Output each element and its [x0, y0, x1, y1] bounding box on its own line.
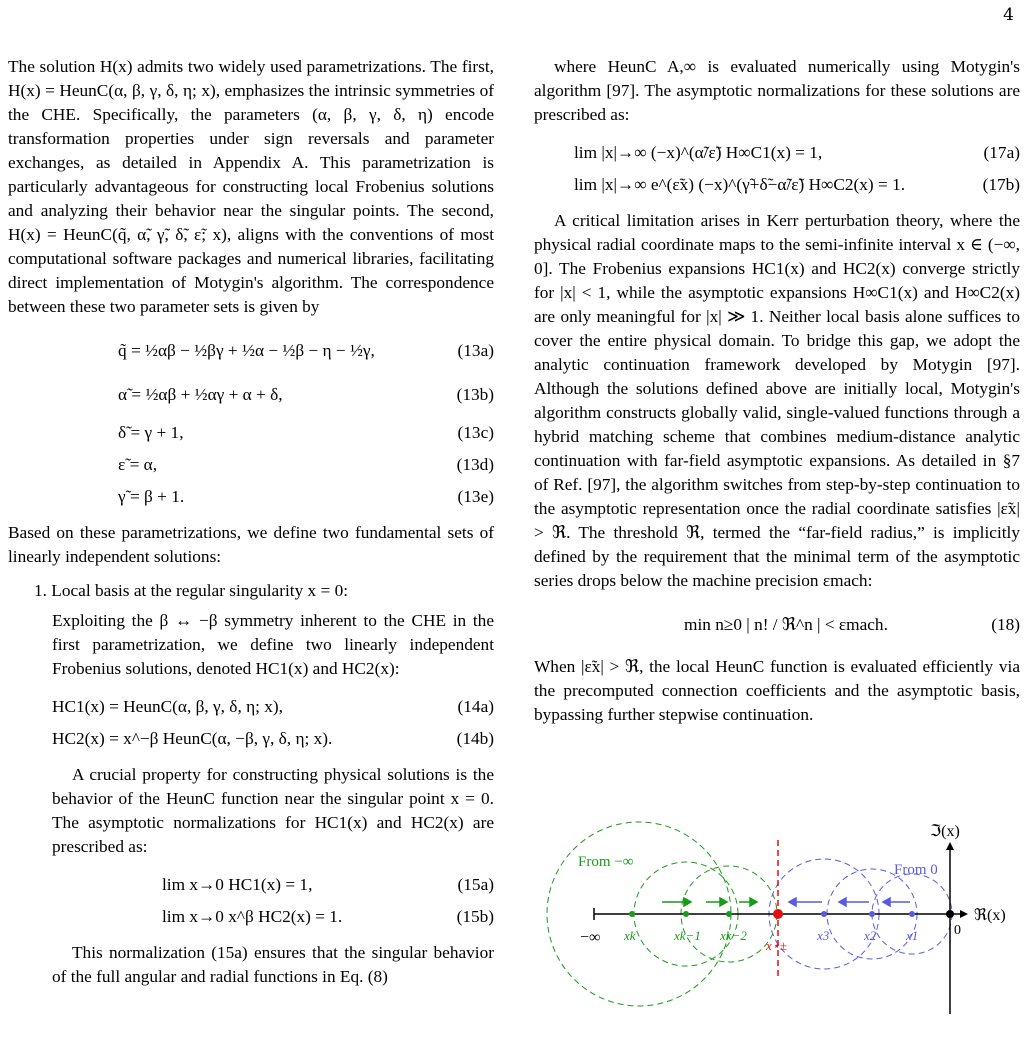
equation-15a: lim x→0 HC1(x) = 1, (15a) — [162, 875, 494, 894]
paragraph-motygin: where HeunC A,∞ is evaluated numerically using Motygin's algorithm [97]. The asymptotic normalizations for these solutions are prescribed as: — [534, 57, 1020, 124]
from-zero-label: From 0 — [894, 862, 938, 878]
point-x2 — [869, 911, 875, 917]
label-x3: x3 — [817, 928, 830, 943]
paragraph-parametrizations: The solution H(x) admits two widely used parametrizations. The first, H(x) = HeunC(α, β, γ, δ, η; x), emphasizes the intrinsic symmetries of the CHE. Specifically, the parameters (α, β, γ, δ, η) encode transformation properties under sign reversals and parameter exchanges, as detailed in Appendix A. This parametrization is particularly advantageous for constructing local Frobenius solutions and analyzing their behavior near the singular points. The second, H(x) = HeunC(q̃, α̃, γ̃, δ̃, ε̃; x), aligns with the conventions of most computational software packages and numerical libraries, facilitating direct implementation of Motygin's algorithm. The correspondence between these two parameter sets is given by — [8, 57, 494, 316]
equation-17a: lim |x|→∞ (−x)^(α̃/ε̃) H∞C1(x) = 1, (17a) — [574, 143, 1020, 162]
real-axis-label: ℜ(x) — [974, 907, 1006, 924]
equation-18: min n≥0 | n! / ℜ^n | < εmach. (18) — [684, 615, 1020, 634]
label-x2: x2 — [864, 928, 877, 943]
paragraph-fundamental-sets: Based on these parametrizations, we define two fundamental sets of linearly independent solutions: — [8, 523, 494, 566]
continuation-diagram — [534, 818, 1020, 1050]
label-xk: xk — [624, 928, 636, 943]
equation-13 — [8, 329, 494, 513]
paragraph-limitation: A critical limitation arises in Kerr perturbation theory, where the physical radial coordinate maps to the semi-infinite interval x ∈ (−∞, 0]. The Frobenius expansions HC1(x) and HC2(x) converge strictly for |x| < 1, while the asymptotic expansions H∞C1(x) and H∞C2(x) are only meaningful for |x| ≫ 1. Neither local basis alone suffices to cover the entire physical domain. To bridge this gap, we adopt the analytic continuation framework developed by Motygin [97]. Although the solutions defined above are initially local, Motygin's algorithm constructs globally valid, single-valued functions through a hybrid matching scheme that combines medium-distance analytic continuation with far-field asymptotic expansions. As detailed in §7 of Ref. [97], the algorithm switches from step-by-step continuation to the asymptotic representation once the radial coordinate satisfies |ε̃x| > ℜ. The threshold ℜ, termed the “far-field radius,” is implicitly defined by the requirement that the minimal term of the asymptotic series drops below the machine precision εmach: — [534, 211, 1020, 590]
page-number: 4 — [1003, 5, 1014, 25]
paragraph-normalizations: A crucial property for constructing physical solutions is the behavior of the HeunC function near the singular point x = 0. The asymptotic normalizations for HC1(x) and HC2(x) are prescribed as: — [52, 765, 494, 856]
label-match-point: x⋆± — [766, 938, 788, 953]
green-arrows — [662, 898, 757, 906]
equation-13e: γ̃ = β + 1. (13e) — [118, 487, 494, 506]
paragraph-far-field: When |ε̃x| > ℜ, the local HeunC function is evaluated efficiently via the precomputed connection coefficients and the asymptotic basis, bypassing further stepwise continuation. — [534, 657, 1020, 724]
equation-15 — [52, 869, 494, 933]
zero-label: 0 — [954, 923, 961, 938]
equation-17b: lim |x|→∞ e^(ε̃x) (−x)^(γ̃+δ̃−α̃/ε̃) H∞C2(x) = 1. (17b) — [574, 175, 1020, 194]
equation-14a: HC1(x) = HeunC(α, β, γ, δ, η; x), (14a) — [52, 697, 494, 716]
equation-13d: ε̃ = α, (13d) — [118, 455, 494, 474]
point-xk — [629, 911, 635, 917]
blue-arrows — [789, 898, 910, 906]
label-x1: x1 — [906, 928, 919, 943]
list-item-body — [8, 609, 494, 989]
label-xk-2: xk−2 — [720, 928, 747, 943]
neg-inf-label: −∞ — [580, 929, 601, 946]
equation-13a: q̃ = ½αβ − ½βγ + ½α − ½β − η − ½γ, (13a) — [118, 341, 494, 360]
paragraph-normalization-note: This normalization (15a) ensures that the singular behavior of the full angular and radial functions in Eq. (8) — [52, 943, 494, 986]
label-xk-1: xk−1 — [674, 928, 701, 943]
equation-13c: δ̃ = γ + 1, (13c) — [118, 423, 494, 442]
equation-14 — [52, 691, 494, 755]
point-x1 — [909, 911, 915, 917]
left-column — [8, 55, 494, 989]
right-column — [534, 55, 1020, 727]
point-x3 — [821, 911, 827, 917]
equation-13b: α̃ = ½αβ + ½αγ + α + δ, (13b) — [118, 385, 494, 404]
point-xk-1 — [683, 911, 689, 917]
from-neg-inf-label: From −∞ — [578, 854, 634, 870]
imag-axis-label: ℑ(x) — [930, 823, 960, 840]
point-xk-2 — [726, 911, 732, 917]
match-point — [773, 909, 783, 919]
equation-15b: lim x→0 x^β HC2(x) = 1. (15b) — [162, 907, 494, 926]
equation-14b: HC2(x) = x^−β HeunC(α, −β, γ, δ, η; x). (14b) — [52, 729, 494, 748]
list-item-local-basis: 1. Local basis at the regular singularity x = 0: — [34, 581, 349, 600]
origin-point — [946, 910, 954, 918]
paragraph-frobenius: Exploiting the β ↔ −β symmetry inherent to the CHE in the first parametrization, we define two linearly independent Frobenius solutions, denoted HC1(x) and HC2(x): — [52, 611, 494, 678]
equation-17 — [534, 137, 1020, 201]
